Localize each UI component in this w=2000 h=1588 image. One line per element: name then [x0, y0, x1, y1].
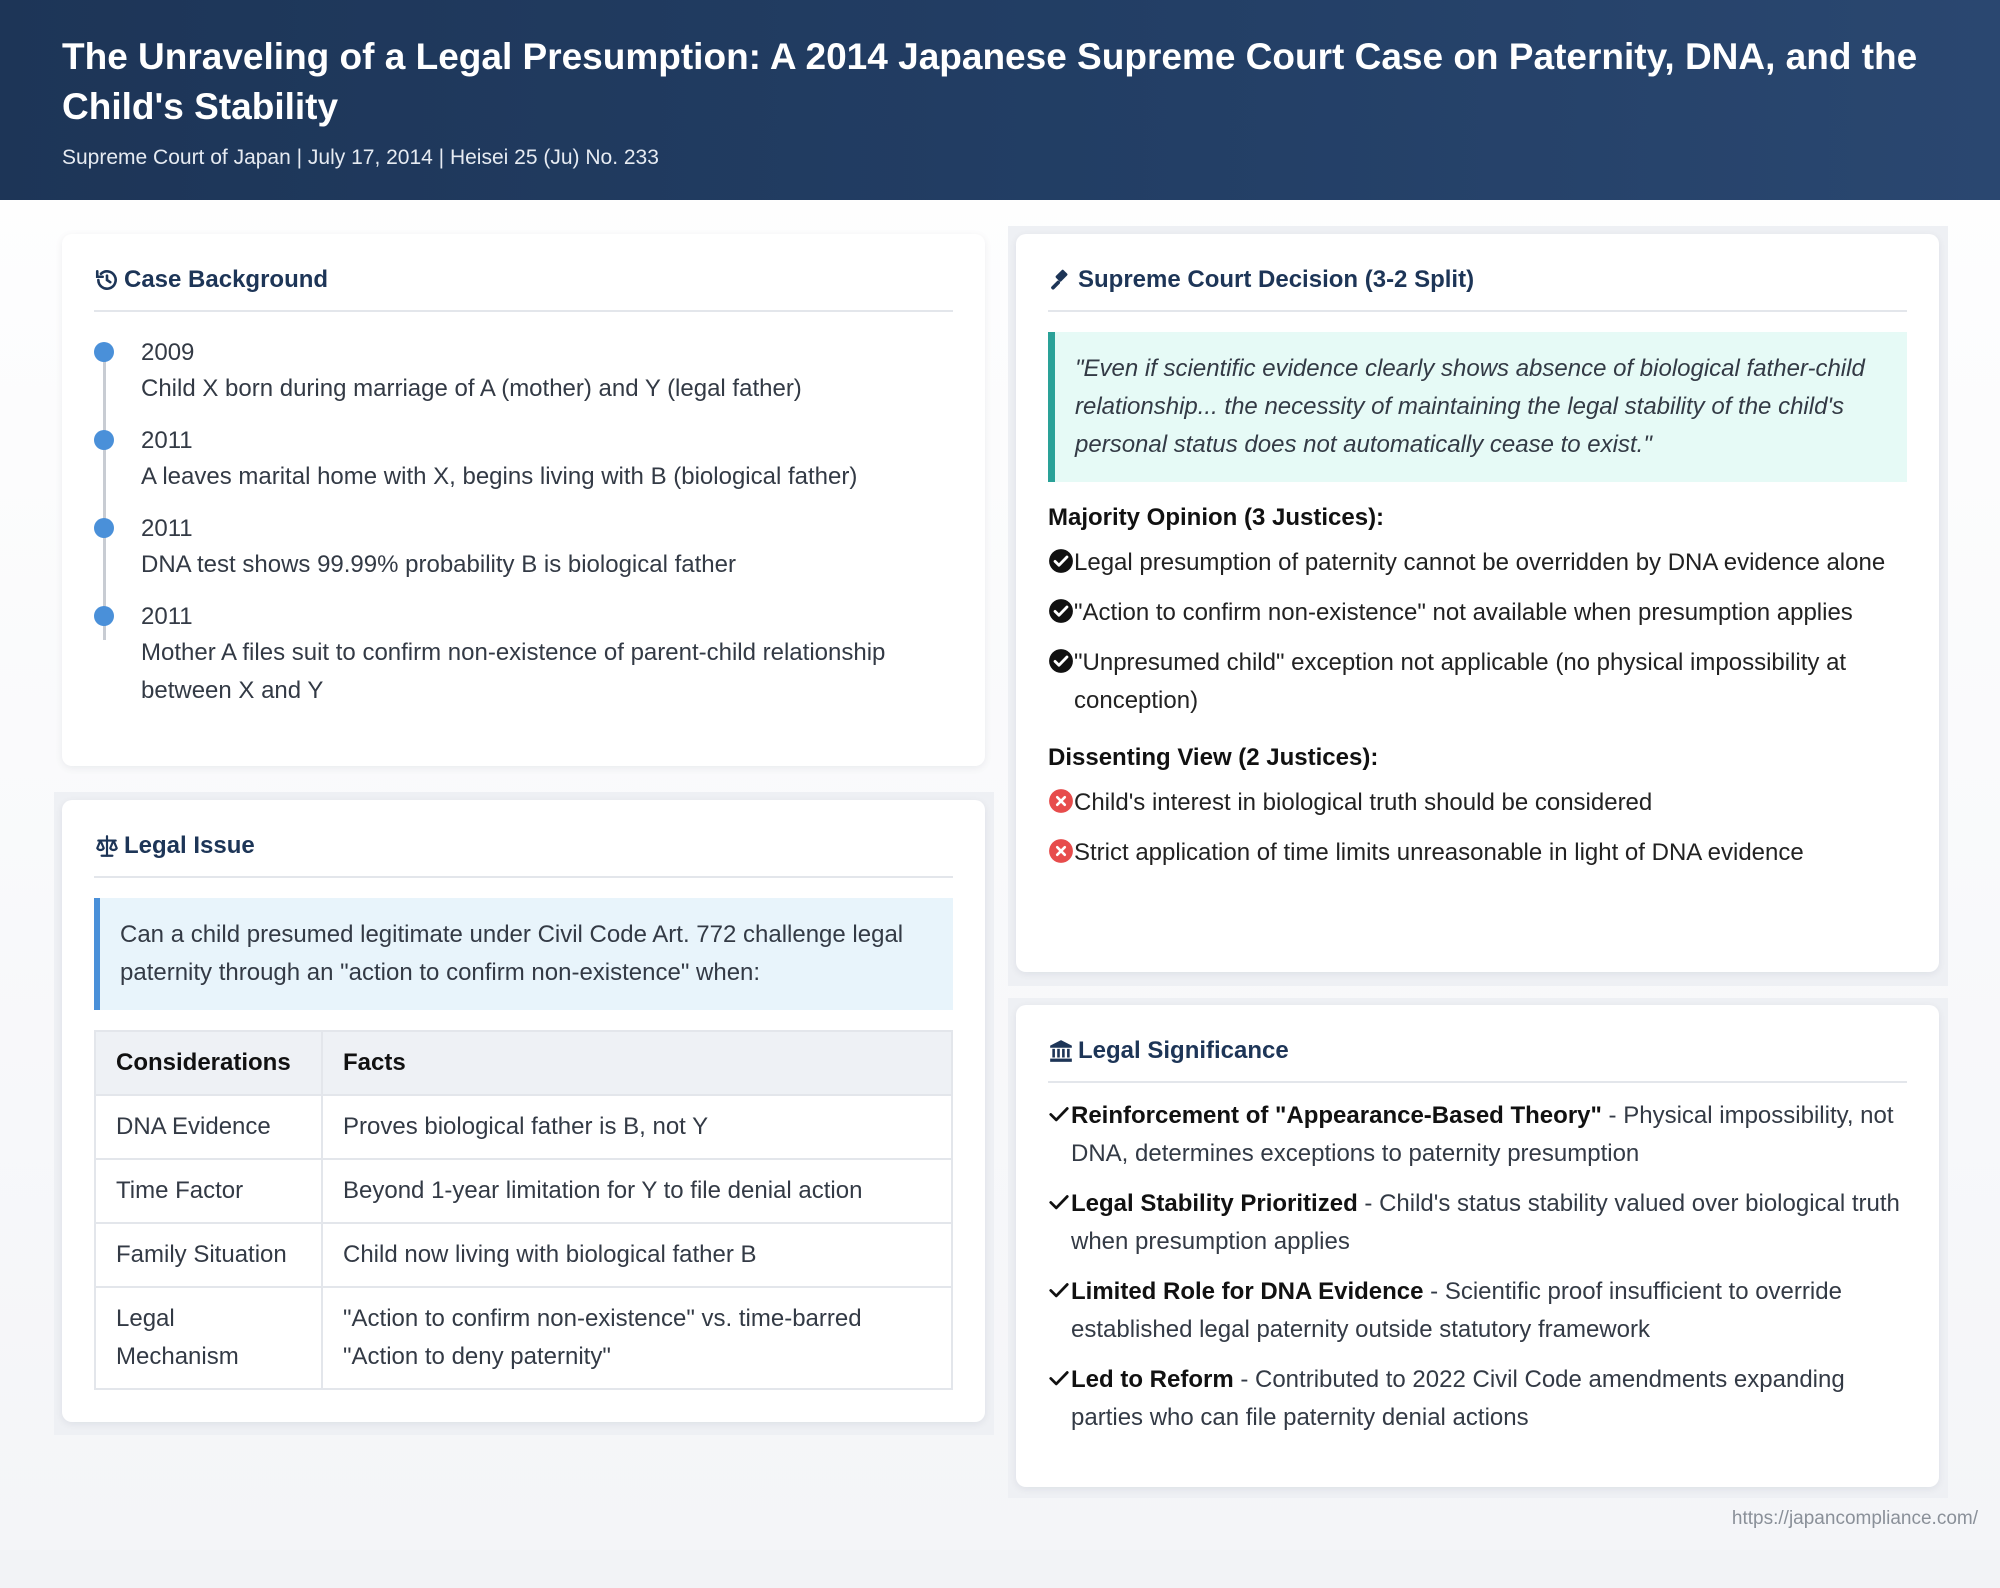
decision-title-text: Supreme Court Decision (3-2 Split)	[1078, 266, 1475, 293]
history-icon	[94, 267, 120, 293]
decision-title	[1048, 266, 1907, 312]
table-header: Considerations	[95, 1031, 322, 1095]
decision-card	[1016, 234, 1939, 972]
timeline-dot	[94, 518, 114, 538]
dissent-point-text: Child's interest in biological truth should be considered	[1074, 789, 1653, 816]
significance-desc: - Child's status stability valued over biological truth when presumption applies	[1071, 1190, 1900, 1255]
table-row	[95, 1287, 952, 1389]
check-icon	[1048, 1103, 1071, 1125]
timeline-year: 2011	[141, 603, 193, 630]
timeline-dot	[94, 430, 114, 450]
table-row	[95, 1223, 952, 1287]
legal-issue-title	[94, 832, 953, 878]
table-cell: Proves biological father is B, not Y	[322, 1095, 952, 1159]
timeline-year: 2011	[141, 515, 193, 542]
legal-issue-title-text: Legal Issue	[124, 832, 255, 859]
dissent-point	[1048, 784, 1907, 822]
timeline-dot	[94, 606, 114, 626]
table-header: Facts	[322, 1031, 952, 1095]
check-icon	[1048, 1279, 1071, 1301]
majority-point	[1048, 544, 1907, 582]
table-header-row	[95, 1031, 952, 1095]
check-icon	[1048, 1367, 1071, 1389]
x-circle-icon	[1048, 838, 1074, 864]
table-row	[95, 1095, 952, 1159]
page-subtitle: Supreme Court of Japan | July 17, 2014 | Heisei 25 (Ju) No. 233	[62, 146, 659, 169]
timeline-year: 2009	[141, 339, 195, 366]
table-cell: Beyond 1-year limitation for Y to file denial action	[322, 1159, 952, 1223]
timeline-line	[103, 350, 106, 640]
significance-card	[1016, 1005, 1939, 1487]
dissent-heading: Dissenting View (2 Justices):	[1048, 744, 1379, 771]
significance-item	[1048, 1361, 1907, 1437]
page-title: The Unraveling of a Legal Presumption: A 2014 Japanese Supreme Court Case on Paternity, DNA, and the Child's Stability	[62, 36, 1918, 127]
significance-desc: - Physical impossibility, not DNA, determines exceptions to paternity presumption	[1071, 1102, 1894, 1167]
landmark-icon	[1048, 1038, 1074, 1064]
significance-text	[1071, 1361, 1907, 1437]
check-circle-icon	[1048, 598, 1074, 624]
table-cell: DNA Evidence	[95, 1095, 322, 1159]
majority-point	[1048, 644, 1907, 720]
significance-item	[1048, 1185, 1907, 1261]
majority-point-text: "Unpresumed child" exception not applicable (no physical impossibility at conception)	[1074, 649, 1847, 714]
considerations-table	[94, 1030, 953, 1390]
significance-item	[1048, 1273, 1907, 1349]
significance-desc: - Scientific proof insufficient to override established legal paternity outside statutory framework	[1071, 1278, 1842, 1343]
significance-bold: Reinforcement of "Appearance-Based Theory"	[1071, 1102, 1602, 1129]
timeline-text: Child X born during marriage of A (mother) and Y (legal father)	[141, 375, 802, 402]
majority-point-text: "Action to confirm non-existence" not available when presumption applies	[1074, 599, 1853, 626]
significance-text	[1071, 1185, 1907, 1261]
gavel-icon	[1048, 267, 1074, 293]
significance-text	[1071, 1097, 1907, 1173]
table-cell: Time Factor	[95, 1159, 322, 1223]
significance-list	[1048, 1097, 1907, 1437]
significance-title	[1048, 1037, 1907, 1083]
dissent-point-text: Strict application of time limits unreasonable in light of DNA evidence	[1074, 839, 1804, 866]
x-circle-icon	[1048, 788, 1074, 814]
legal-issue-card	[62, 800, 985, 1422]
timeline-item	[141, 512, 953, 584]
check-circle-icon	[1048, 548, 1074, 574]
significance-bold: Limited Role for DNA Evidence	[1071, 1278, 1424, 1305]
significance-item	[1048, 1097, 1907, 1173]
timeline-dot	[94, 342, 114, 362]
timeline-text: DNA test shows 99.99% probability B is biological father	[141, 551, 736, 578]
timeline-item	[141, 600, 953, 710]
timeline-item	[141, 336, 953, 408]
table-cell: Legal Mechanism	[95, 1287, 322, 1389]
dissent-point	[1048, 834, 1907, 872]
case-background-card	[62, 234, 985, 766]
legal-question: Can a child presumed legitimate under Civil Code Art. 772 challenge legal paternity through an "action to confirm non-existence" when:	[94, 898, 953, 1010]
significance-title-text: Legal Significance	[1078, 1037, 1289, 1064]
table-cell: Family Situation	[95, 1223, 322, 1287]
table-cell: "Action to confirm non-existence" vs. time-barred "Action to deny paternity"	[322, 1287, 952, 1389]
footer-url[interactable]: https://japancompliance.com/	[1731, 1508, 1978, 1529]
significance-bold: Led to Reform	[1071, 1366, 1234, 1393]
case-background-title	[94, 266, 953, 312]
case-background-title-text: Case Background	[124, 266, 329, 293]
check-icon	[1048, 1191, 1071, 1213]
majority-heading: Majority Opinion (3 Justices):	[1048, 504, 1385, 531]
timeline-year: 2011	[141, 427, 193, 454]
majority-point	[1048, 594, 1907, 632]
table-row	[95, 1159, 952, 1223]
timeline-text: Mother A files suit to confirm non-existence of parent-child relationship between X and Y	[141, 639, 886, 704]
timeline	[94, 336, 953, 710]
table-cell: Child now living with biological father B	[322, 1223, 952, 1287]
majority-point-text: Legal presumption of paternity cannot be overridden by DNA evidence alone	[1074, 549, 1886, 576]
significance-desc: - Contributed to 2022 Civil Code amendments expanding parties who can file paternity denial actions	[1071, 1366, 1845, 1431]
header	[0, 0, 2000, 200]
check-circle-icon	[1048, 648, 1074, 674]
timeline-text: A leaves marital home with X, begins living with B (biological father)	[141, 463, 858, 490]
significance-text	[1071, 1273, 1907, 1349]
significance-bold: Legal Stability Prioritized	[1071, 1190, 1358, 1217]
decision-quote: "Even if scientific evidence clearly shows absence of biological father-child relationship... the necessity of maintaining the legal stability of the child's personal status does not automatically cease to exist."	[1048, 332, 1907, 482]
timeline-item	[141, 424, 953, 496]
scales-icon	[94, 833, 120, 859]
